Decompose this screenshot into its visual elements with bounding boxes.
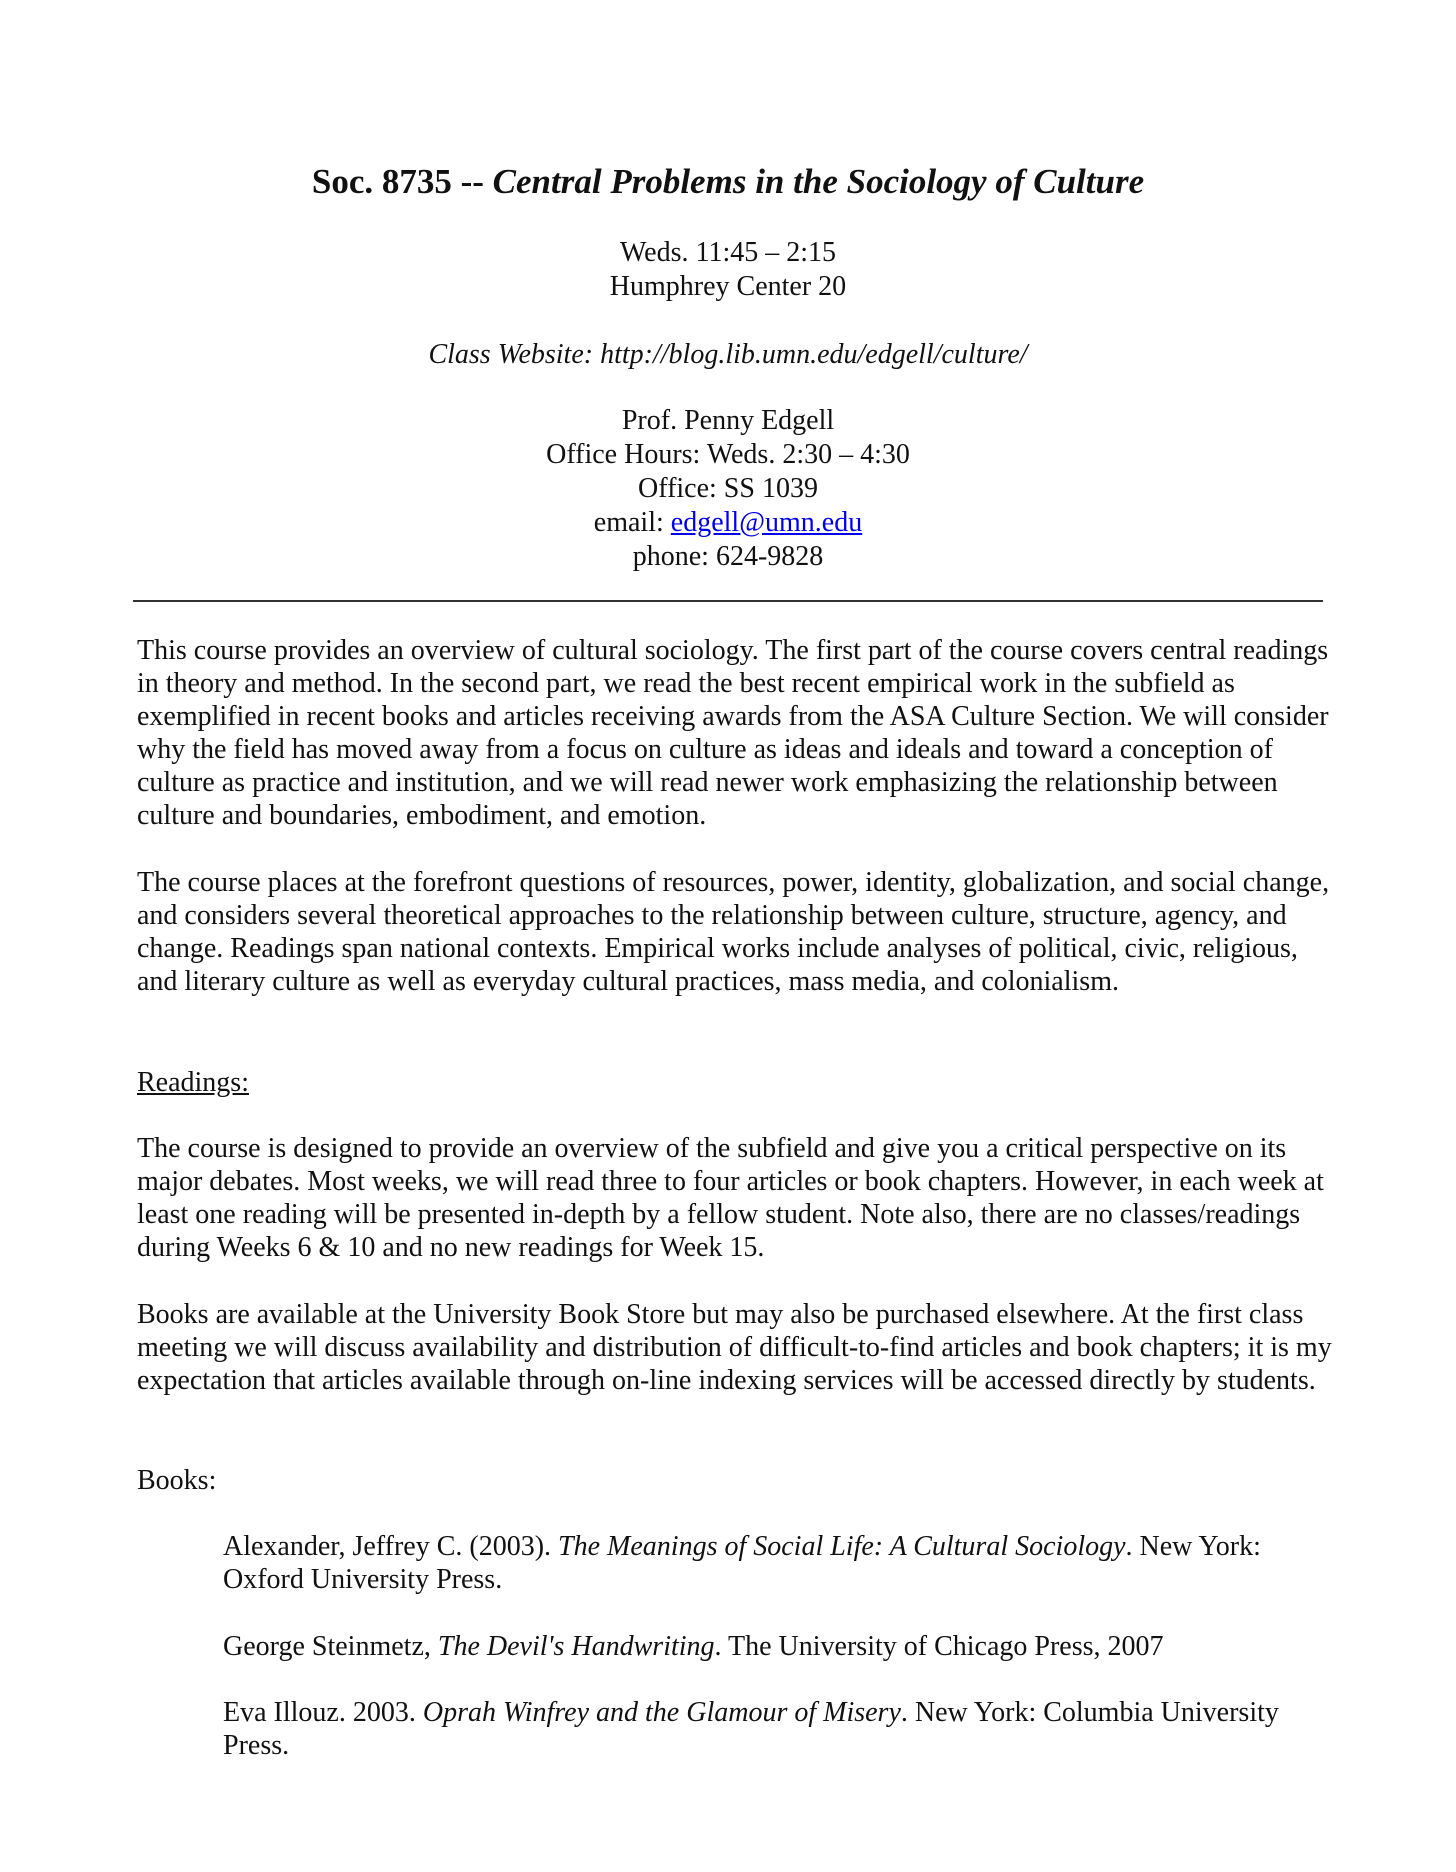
course-number: Soc. 8735 -- bbox=[311, 162, 493, 201]
book-title: The Meanings of Social Life: A Cultural Sociology bbox=[558, 1531, 1126, 1562]
instructor-name: Prof. Penny Edgell bbox=[621, 405, 835, 436]
book-author: Alexander, Jeffrey C. (2003). bbox=[223, 1531, 559, 1562]
book-publisher: . New York: Columbia University Press. bbox=[223, 1697, 1279, 1761]
books-availability-paragraph: Books are available at the University Book Store but may also be purchased elsewhere. At the first class meeting we will discuss availability and distribution of difficult-to-find articles and book chapters; it is my expectation that articles available through on-line indexing services will be accessed directly by students. bbox=[137, 1299, 1332, 1396]
email-link[interactable]: edgell@umn.edu bbox=[670, 507, 863, 538]
book-entry bbox=[223, 1696, 1323, 1762]
email-label: email: bbox=[593, 507, 671, 538]
website-url: http://blog.lib.umn.edu/edgell/culture/ bbox=[600, 339, 1028, 370]
readings-heading: Readings: bbox=[137, 1067, 249, 1098]
book-entry bbox=[223, 1630, 1323, 1663]
class-location: Humphrey Center 20 bbox=[609, 271, 847, 302]
website-label: Class Website: bbox=[428, 339, 601, 370]
schedule-block bbox=[0, 236, 1456, 304]
books-heading: Books: bbox=[137, 1465, 217, 1496]
book-title: The Devil's Handwriting bbox=[437, 1631, 715, 1662]
book-author: George Steinmetz, bbox=[223, 1631, 438, 1662]
instructor-contact bbox=[0, 404, 1456, 574]
book-entry bbox=[223, 1530, 1323, 1596]
book-publisher: . New York: Oxford University Press. bbox=[223, 1531, 1261, 1595]
office-location: Office: SS 1039 bbox=[638, 473, 818, 504]
readings-paragraph: The course is designed to provide an overview of the subfield and give you a critical perspective on its major debates. Most weeks, we will read three to four articles or book chapters. However, in each week at least one reading will be presented in-depth by a fellow student. Note also, there are no classes/readings during Weeks 6 & 10 and no new readings for Week 15. bbox=[137, 1133, 1324, 1263]
page-title bbox=[0, 160, 1456, 204]
book-publisher: . The University of Chicago Press, 2007 bbox=[714, 1631, 1164, 1662]
office-hours: Office Hours: Weds. 2:30 – 4:30 bbox=[546, 439, 910, 470]
class-website bbox=[0, 338, 1456, 372]
book-author: Eva Illouz. 2003. bbox=[223, 1697, 423, 1728]
course-name: Central Problems in the Sociology of Culture bbox=[492, 162, 1145, 201]
email-line bbox=[0, 506, 1456, 540]
book-title: Oprah Winfrey and the Glamour of Misery bbox=[422, 1697, 901, 1728]
course-focus-paragraph: The course places at the forefront questions of resources, power, identity, globalization, and social change, and considers several theoretical approaches to the relationship between culture, structure, agency, and change. Readings span national contexts. Empirical works include analyses of political, civic, religious, and literary culture as well as everyday cultural practices, mass media, and colonialism. bbox=[137, 867, 1330, 997]
course-overview-paragraph: This course provides an overview of cultural sociology. The first part of the course covers central readings in theory and method. In the second part, we read the best recent empirical work in the subfield as exemplified in recent books and articles receiving awards from the ASA Culture Section. We will consider why the field has moved away from a focus on culture as ideas and ideals and toward a conception of culture as practice and institution, and we will read newer work emphasizing the relationship between culture and boundaries, embodiment, and emotion. bbox=[137, 635, 1329, 831]
class-time: Weds. 11:45 – 2:15 bbox=[619, 237, 837, 268]
horizontal-divider bbox=[133, 600, 1323, 602]
phone-line: phone: 624-9828 bbox=[632, 541, 824, 572]
